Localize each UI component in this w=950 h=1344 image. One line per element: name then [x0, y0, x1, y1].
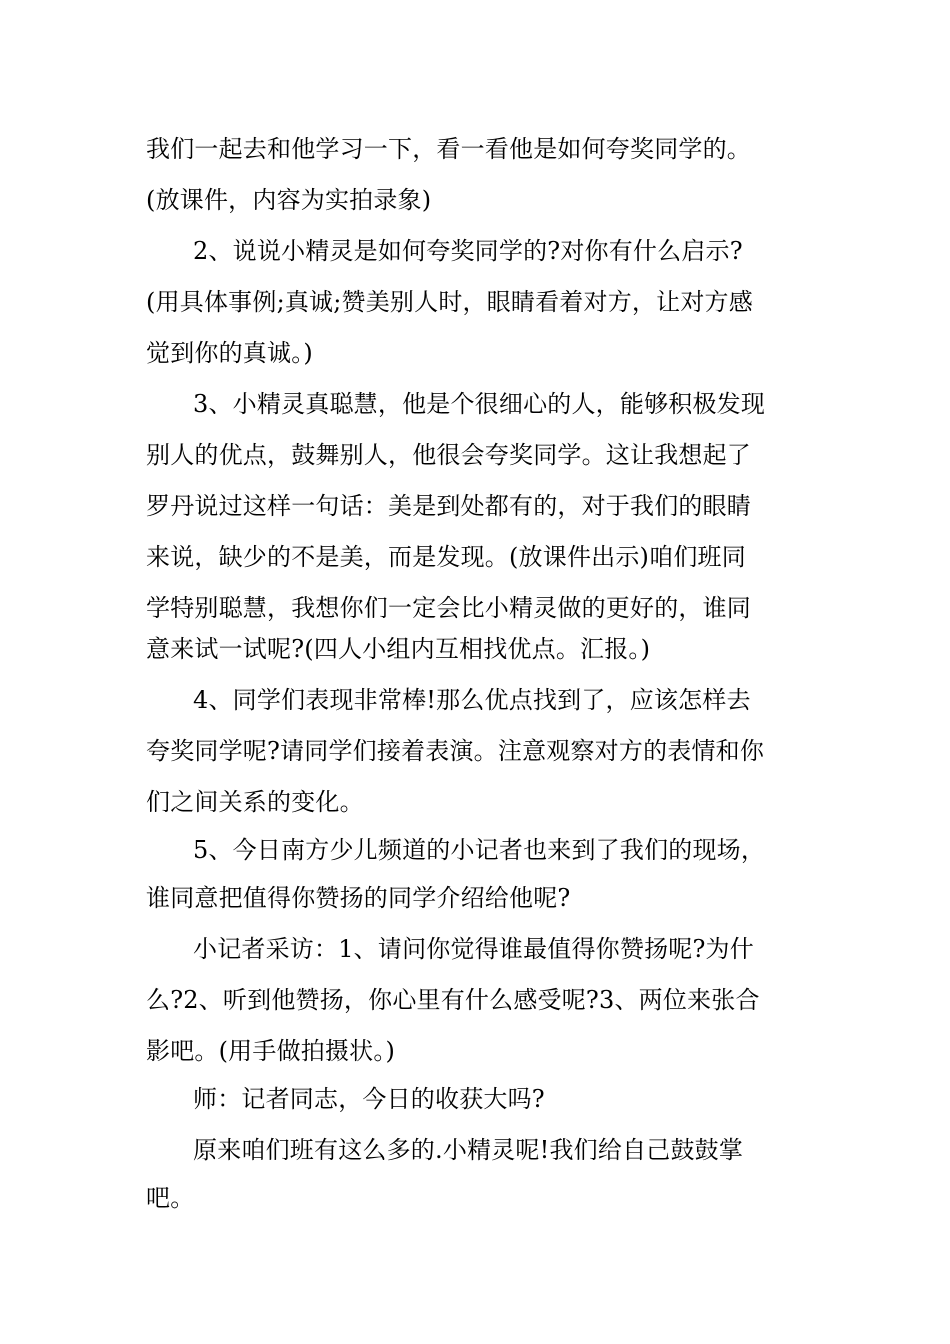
text-line: 们之间关系的变化。 — [146, 788, 364, 816]
text-line: 3、小精灵真聪慧，他是个很细心的人，能够积极发现 — [193, 390, 766, 418]
text-line: 师：记者同志，今日的收获大吗? — [193, 1085, 545, 1113]
text-line: 来说，缺少的不是美，而是发现。(放课件出示)咱们班同 — [146, 543, 746, 571]
text-line: 2、说说小精灵是如何夸奖同学的?对你有什么启示? — [193, 237, 743, 265]
text-line: 学特别聪慧，我想你们一定会比小精灵做的更好的，谁同 — [146, 594, 751, 622]
text-line: 原来咱们班有这么多的.小精灵呢!我们给自己鼓鼓掌 — [193, 1136, 744, 1164]
text-line: 小记者采访：1、请问你觉得谁最值得你赞扬呢?为什 — [193, 935, 754, 963]
text-line: 夸奖同学呢?请同学们接着表演。注意观察对方的表情和你 — [146, 737, 765, 765]
text-line: 意来试一试呢?(四人小组内互相找优点。汇报。) — [146, 635, 651, 663]
text-line: 4、同学们表现非常棒!那么优点找到了，应该怎样去 — [193, 686, 751, 714]
text-line: 谁同意把值得你赞扬的同学介绍给他呢? — [146, 884, 571, 912]
text-line: (用具体事例;真诚;赞美别人时，眼睛看着对方，让对方感 — [146, 288, 753, 316]
text-line: (放课件，内容为实拍录象) — [146, 186, 432, 214]
text-line: 罗丹说过这样一句话：美是到处都有的，对于我们的眼睛 — [146, 492, 751, 520]
text-line: 我们一起去和他学习一下，看一看他是如何夸奖同学的。 — [146, 135, 751, 163]
text-line: 觉到你的真诚。) — [146, 339, 313, 367]
text-line: 5、今日南方少儿频道的小记者也来到了我们的现场， — [193, 836, 766, 864]
text-line: 影吧。(用手做拍摄状。) — [146, 1037, 396, 1065]
text-line: 吧。 — [146, 1184, 195, 1212]
text-line: 别人的优点，鼓舞别人，他很会夸奖同学。这让我想起了 — [146, 441, 751, 469]
text-line: 么?2、听到他赞扬，你心里有什么感受呢?3、两位来张合 — [146, 986, 760, 1014]
